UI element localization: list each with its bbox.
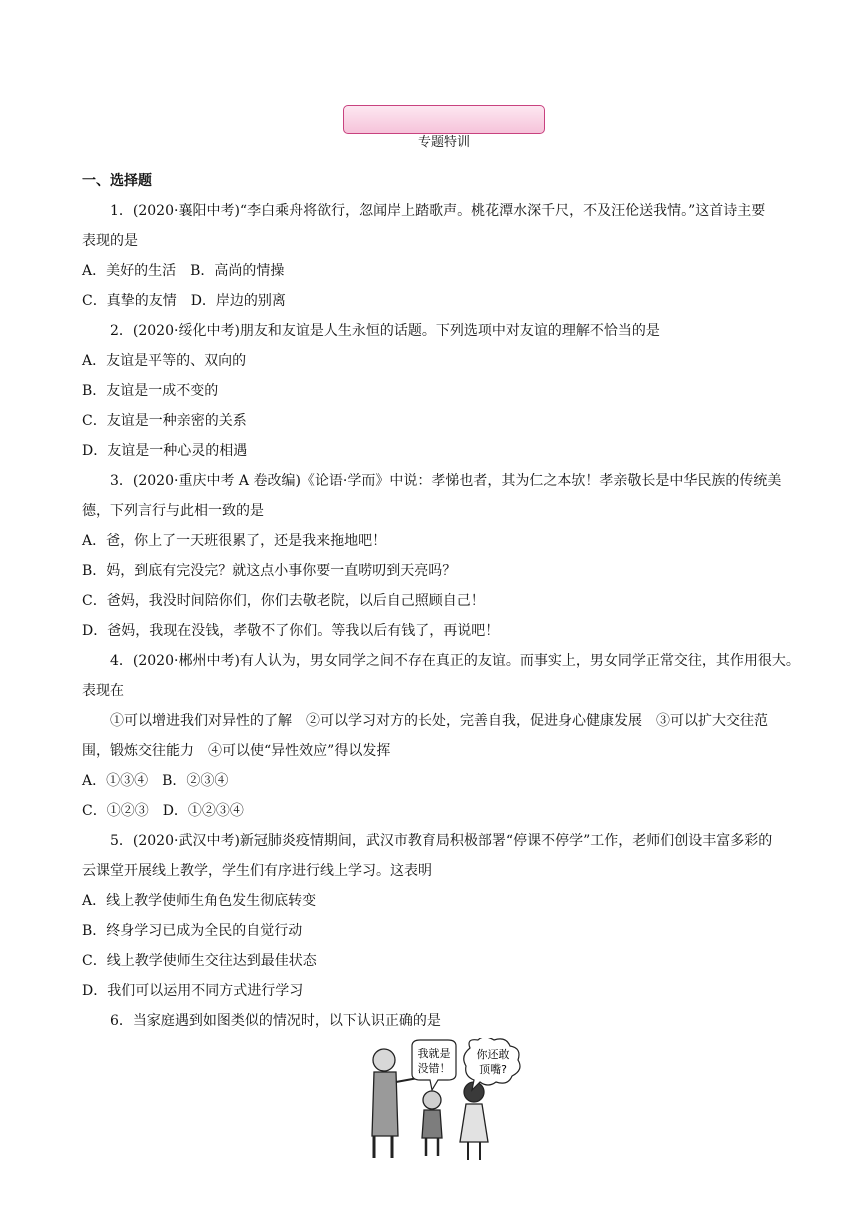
q3-stem-cont: 德，下列言行与此相一致的是: [82, 503, 264, 519]
q3-option-b: B．妈，到底有完没完？就这点小事你要一直唠叨到天亮吗？: [82, 563, 457, 579]
cartoon-illustration: [362, 1038, 542, 1166]
q2-option-d: D．友谊是一种心灵的相遇: [82, 443, 248, 459]
child-figure: [422, 1091, 442, 1156]
q1-options-ab: A．美好的生活 B．高尚的情操: [82, 263, 285, 279]
q5-stem: 5．(2020·武汉中考)新冠肺炎疫情期间，武汉市教育局积极部署“停课不停学”工作，老师们创设丰富多彩的: [110, 833, 773, 849]
q2-option-c: C．友谊是一种亲密的关系: [82, 413, 247, 429]
section-heading: 一、选择题: [82, 173, 152, 189]
q3-option-c: C．爸妈，我没时间陪你们，你们去敬老院，以后自己照顾自己！: [82, 593, 485, 609]
father-figure: [372, 1049, 418, 1158]
q1-stem-cont: 表现的是: [82, 233, 138, 249]
q3-stem: 3．(2020·重庆中考 A 卷改编)《论语·学而》中说：孝悌也者，其为仁之本欤！孝亲敬长是中华民族的传统美: [110, 473, 782, 489]
q4-options-cd: C．①②③ D．①②③④: [82, 803, 244, 819]
question-list: [82, 196, 812, 1036]
bubble2-line2: 顶嘴?: [479, 1063, 507, 1076]
q5-stem-cont: 云课堂开展线上教学，学生们有序进行线上学习。这表明: [82, 863, 432, 879]
q3-option-d: D．爸妈，我现在没钱，孝敬不了你们。等我以后有钱了，再说吧！: [82, 623, 500, 639]
speech-bubble-child: [412, 1040, 456, 1090]
mother-figure: [460, 1082, 488, 1160]
title-banner: [343, 105, 545, 134]
bubble1-line1: 我就是: [417, 1047, 451, 1060]
q2-option-a: A．友谊是平等的、双向的: [82, 353, 247, 369]
q1-stem: 1．(2020·襄阳中考)“李白乘舟将欲行，忽闻岸上踏歌声。桃花潭水深千尺，不及汪伦送我情。”这首诗主要: [110, 203, 766, 219]
q4-stem: 4．(2020·郴州中考)有人认为，男女同学之间不存在真正的友谊。而事实上，男女同学正常交往，其作用很大。: [110, 653, 800, 669]
q4-items-cont: 围，锻炼交往能力 ④可以使“异性效应”得以发挥: [82, 743, 391, 759]
bubble2-line1: 你还敢: [476, 1048, 510, 1061]
bubble1-line2: 没错！: [417, 1062, 451, 1075]
q1-options-cd: C．真挚的友情 D．岸边的别离: [82, 293, 286, 309]
q3-option-a: A．爸，你上了一天班很累了，还是我来拖地吧！: [82, 533, 387, 549]
q4-options-ab: A．①③④ B．②③④: [82, 773, 229, 789]
q5-option-d: D．我们可以运用不同方式进行学习: [82, 983, 304, 999]
q2-option-b: B．友谊是一成不变的: [82, 383, 219, 399]
q5-option-c: C．线上教学使师生交往达到最佳状态: [82, 953, 317, 969]
q5-option-b: B．终身学习已成为全民的自觉行动: [82, 923, 303, 939]
q6-stem: 6．当家庭遇到如图类似的情况时，以下认识正确的是: [110, 1013, 441, 1029]
page-title: 专题特训: [417, 135, 470, 150]
q5-option-a: A．线上教学使师生角色发生彻底转变: [82, 893, 317, 909]
q2-stem: 2．(2020·绥化中考)朋友和友谊是人生永恒的话题。下列选项中对友谊的理解不恰当的是: [110, 323, 660, 339]
q4-stem-cont: 表现在: [82, 683, 124, 699]
q4-items: ①可以增进我们对异性的了解 ②可以学习对方的长处，完善自我，促进身心健康发展 ③可以扩大交往范: [110, 713, 768, 729]
